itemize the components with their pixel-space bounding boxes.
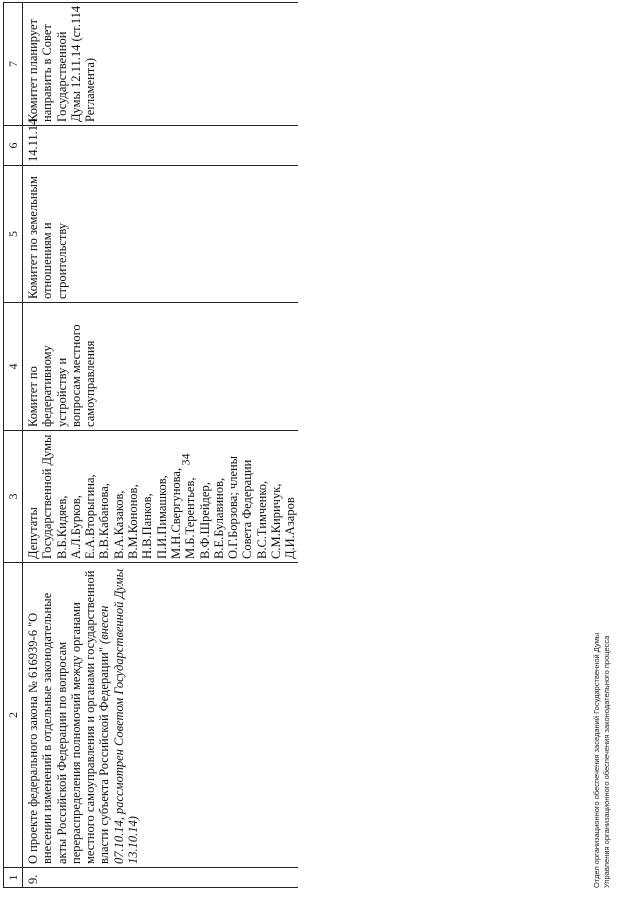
header-row — [4, 3, 23, 888]
page-number: 34 — [178, 453, 193, 466]
bill-title: О проекте федерального закона № 616939-6 "О внесении изменений в отдельные законодательные акты Российской Федерации по вопросам перераспределения полномочий между органами местного самоуправления и органами государственной власти субъекта Российской Федерации" — [26, 570, 112, 864]
table-row — [23, 3, 298, 888]
col-header-7: 7 — [4, 3, 23, 126]
bill-note: (внесен 07.10.14, рассмотрен Советом Государственной Думы 13.10.14) — [97, 568, 141, 864]
col-header-1: 1 — [4, 868, 23, 888]
footer-note — [592, 568, 612, 888]
plan-cell: Комитет планирует направить в Совет Государственной Думы 12.11.14 (ст.114 Регламента) — [23, 3, 298, 126]
co-executor-committee-cell: Комитет по земельным отношениям и строительству — [23, 166, 298, 303]
col-header-3: 3 — [4, 431, 23, 563]
initiators-cell: Депутаты Государственной Думы В.Б.Кидяев, А.Л.Бурков, Е.А.Вторыгина, В.В.Кабанова, В.А.Казаков, В.М.Кононов, Н.В.Панков, П.И.Пимашков, М.Н.Свергунова, М.Б.Терентьев, В.Ф.Шрейдер, В.Е.Булавинов, О.Г.Борзова; члены Совета Федерации В.С.Тимченко, С.М.Киричук, Д.И.Азаров — [23, 431, 298, 563]
col-header-6: 6 — [4, 126, 23, 166]
col-header-4: 4 — [4, 303, 23, 431]
rotated-table-container — [3, 3, 298, 888]
row-number: 9. — [23, 868, 298, 888]
bill-description-cell — [23, 563, 298, 868]
agenda-table — [3, 2, 298, 888]
col-header-5: 5 — [4, 166, 23, 303]
col-header-2: 2 — [4, 563, 23, 868]
responsible-committee-cell: Комитет по федеративному устройству и вопросам местного самоуправления — [23, 303, 298, 431]
date-cell: 14.11.14 — [23, 126, 298, 166]
footer-line-1: Отдел организационного обеспечения заседаний Государственной Думы — [592, 632, 601, 888]
footer-line-2: Управления организационного обеспечения законодательного процесса — [602, 635, 611, 888]
